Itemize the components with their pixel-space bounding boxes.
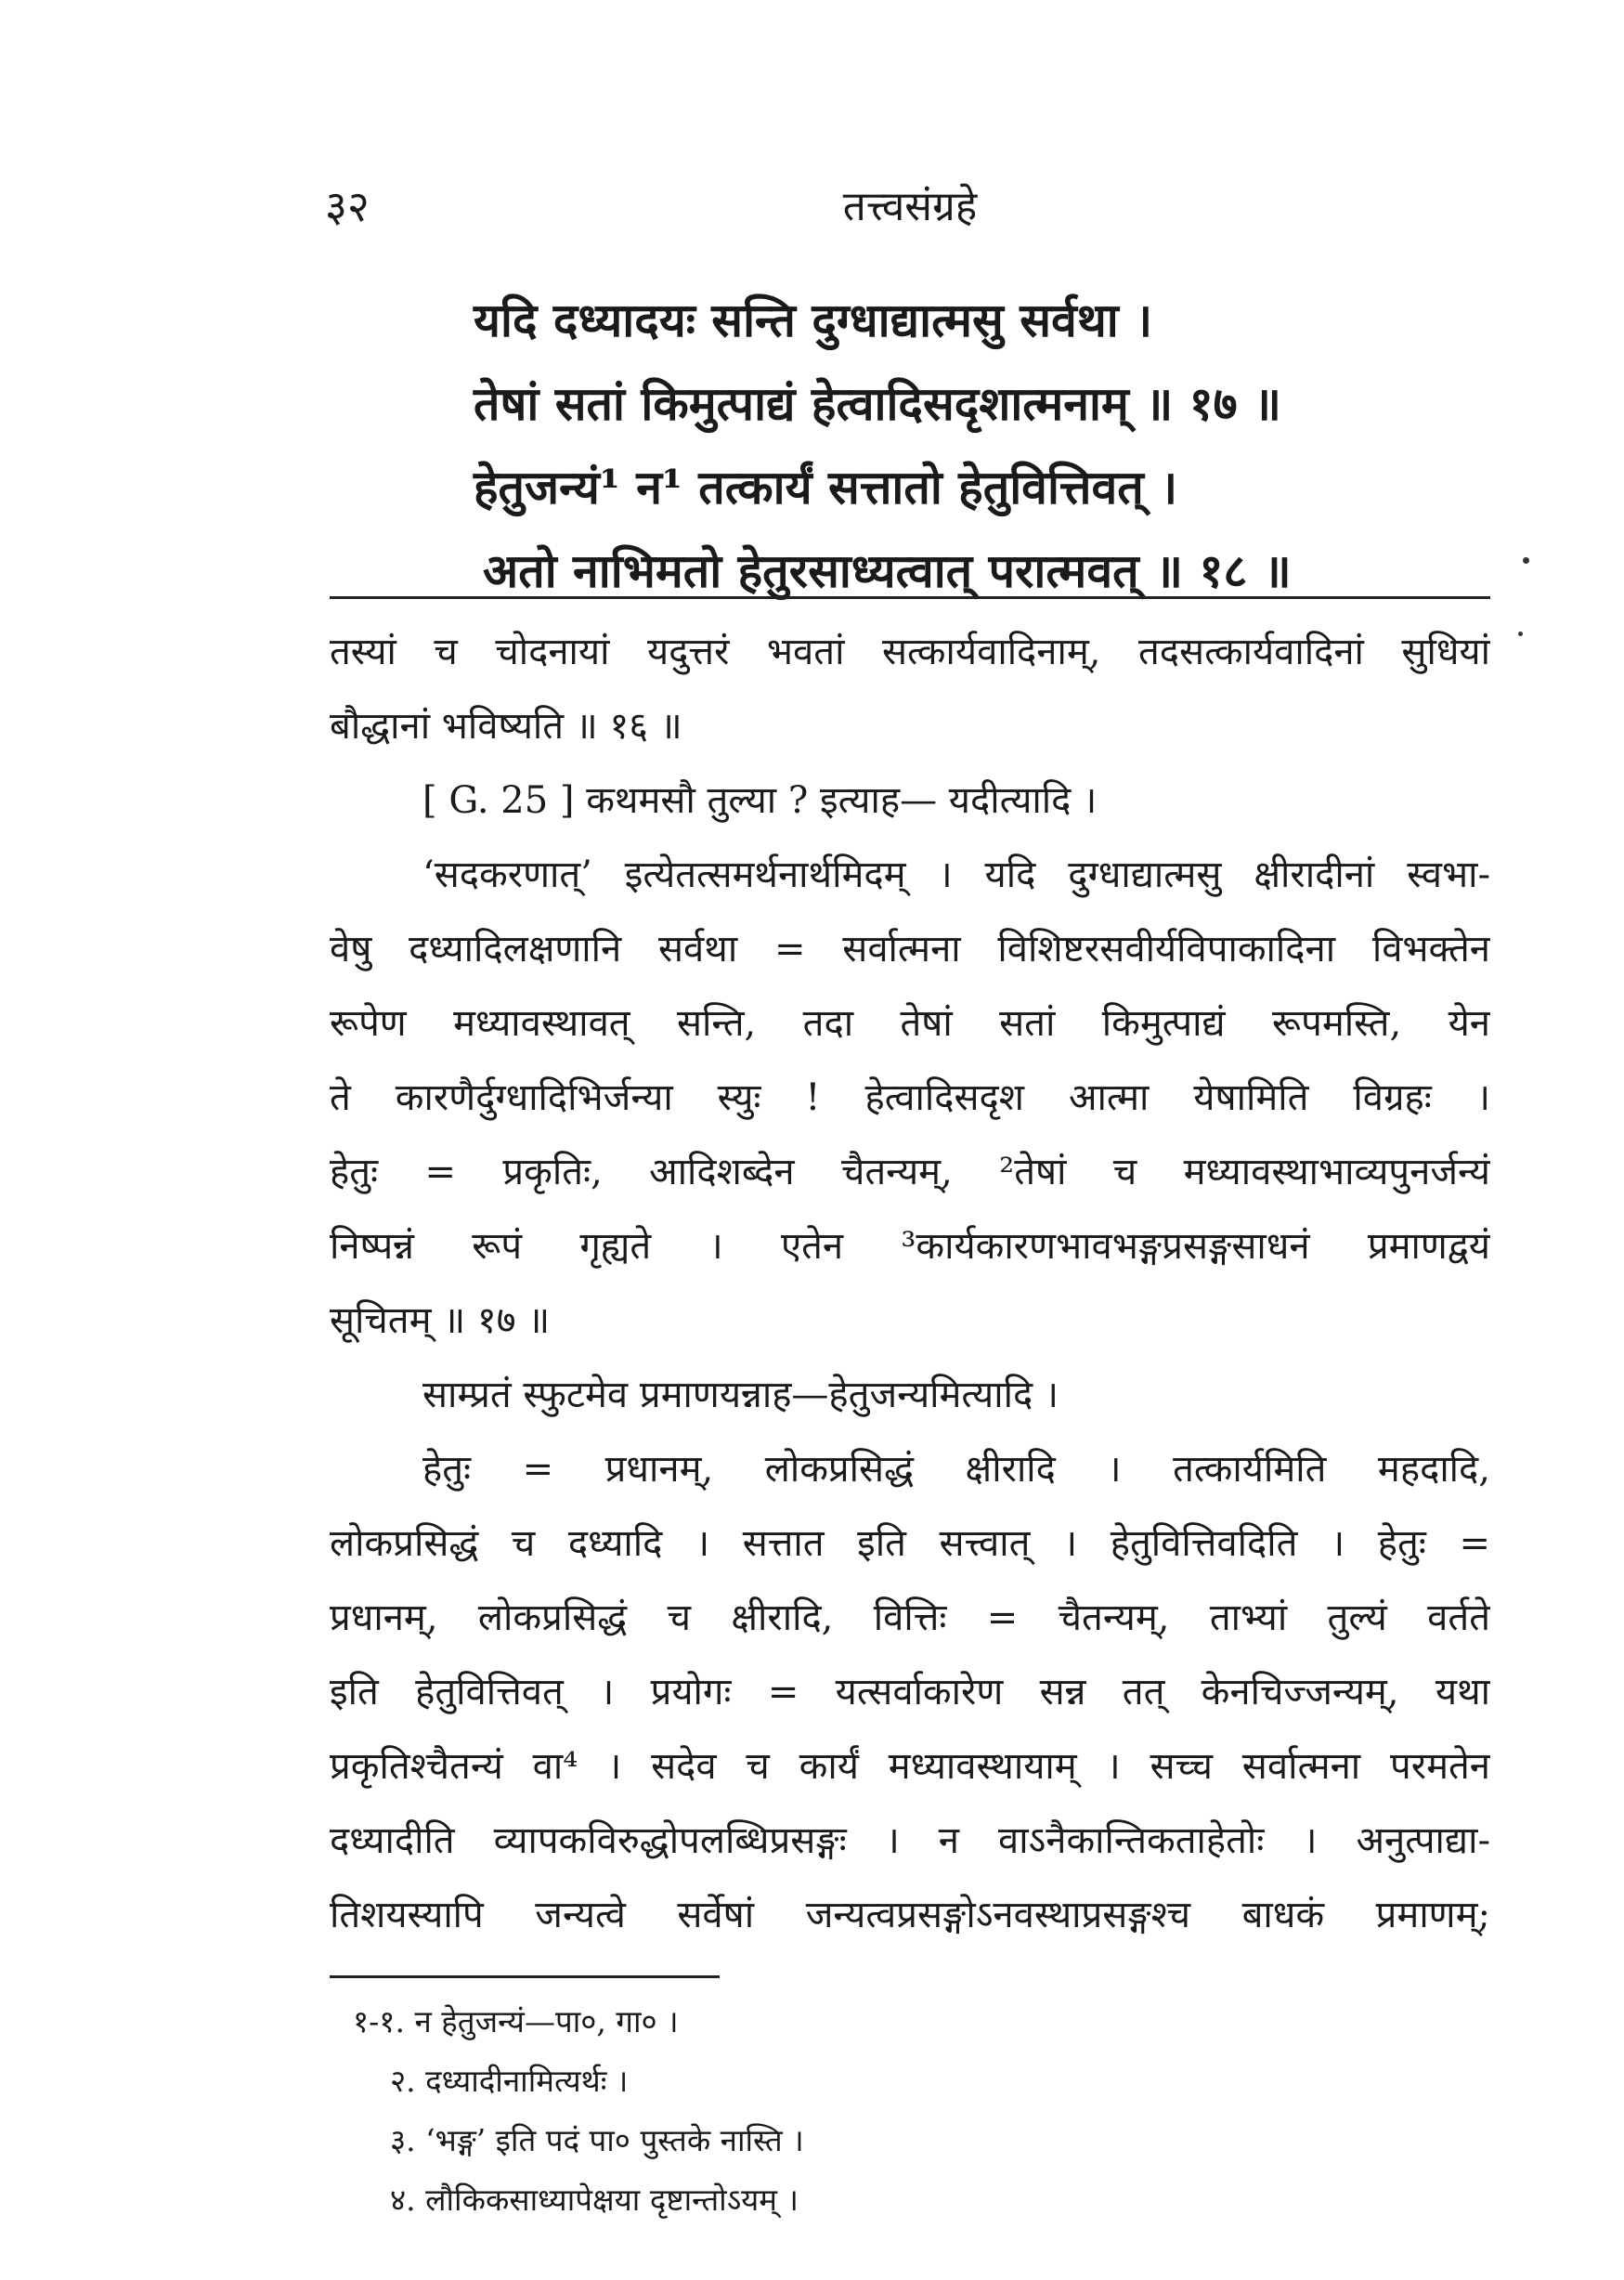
commentary-block bbox=[330, 615, 1490, 1952]
commentary-line: [ G. 25 ] कथमसौ तुल्या ? इत्याह— यदीत्यादि । bbox=[422, 779, 1098, 822]
running-head bbox=[325, 176, 1495, 241]
commentary-line: हेतुः = प्रकृतिः, आदिशब्देन चैतन्यम्, ²तेषां च मध्यावस्थाभाव्यपुनर्जन्यं bbox=[330, 1151, 1490, 1193]
commentary-line: हेतुः = प्रधानम्, लोकप्रसिद्धं क्षीरादि । तत्कार्यमिति महदादि, bbox=[422, 1448, 1490, 1491]
page-number: ३२ bbox=[325, 181, 370, 231]
commentary-line: ते कारणैर्दुग्धादिभिर्जन्या स्युः ! हेत्वादिसदृश आत्मा येषामिति विग्रहः । bbox=[330, 1076, 1490, 1119]
running-title: तत्त्वसंग्रहे bbox=[842, 183, 978, 230]
footnote: २. दध्यादीनामित्यर्थः । bbox=[390, 2063, 629, 2099]
print-speck bbox=[1518, 632, 1523, 636]
commentary-line: प्रकृतिश्चैतन्यं वा⁴ । सदेव च कार्यं मध्यावस्थायाम् । सच्च सर्वात्मना परमतेन bbox=[330, 1745, 1490, 1788]
footnote: १-१. न हेतुजन्यं—पा०, गा० । bbox=[353, 2003, 679, 2039]
commentary-line: सूचितम् ॥ १७ ॥ bbox=[330, 1299, 551, 1342]
footnote: ४. लौकिकसाध्यापेक्षया दृष्टान्तोऽयम् । bbox=[390, 2182, 799, 2218]
commentary-line: वेषु दध्यादिलक्षणानि सर्वथा = सर्वात्मना विशिष्टरसवीर्यविपाकादिना विभक्तेन bbox=[330, 928, 1490, 971]
verse-line: तेषां सतां किमुत्पाद्यं हेत्वादिसदृशात्मनाम् ॥ १७ ॥ bbox=[474, 376, 1281, 431]
footnote-divider bbox=[330, 1975, 720, 1978]
print-speck bbox=[1523, 557, 1529, 564]
commentary-line: इति हेतुवित्तिवत् । प्रयोगः = यत्सर्वाकारेण सन्न तत् केनचिज्जन्यम्, यथा bbox=[330, 1671, 1490, 1713]
verse-line: यदि दध्यादयः सन्ति दुग्धाद्यात्मसु सर्वथा । bbox=[474, 293, 1153, 347]
verse-line: हेतुजन्यं¹ न¹ तत्कार्यं सत्तातो हेतुवित्तिवत् । bbox=[474, 460, 1178, 515]
verse-block bbox=[474, 279, 1541, 613]
commentary-line: रूपेण मध्यावस्थावत् सन्ति, तदा तेषां सतां किमुत्पाद्यं रूपमस्ति, येन bbox=[330, 1002, 1490, 1045]
commentary-line: तस्यां च चोदनायां यदुत्तरं भवतां सत्कार्यवादिनाम्, तदसत्कार्यवादिनां सुधियां bbox=[330, 631, 1490, 673]
verse-line: अतो नाभिमतो हेतुरसाध्यत्वात् परात्मवत् ॥ १८ ॥ bbox=[483, 543, 1292, 598]
footnotes-block bbox=[353, 1992, 1189, 2230]
commentary-line: लोकप्रसिद्धं च दध्यादि । सत्तात इति सत्त्वात् । हेतुवित्तिवदिति । हेतुः = bbox=[330, 1522, 1490, 1565]
section-divider bbox=[330, 596, 1490, 599]
commentary-line: दध्यादीति व्यापकविरुद्धोपलब्धिप्रसङ्गः । न वाऽनैकान्तिकताहेतोः । अनुत्पाद्या- bbox=[330, 1819, 1490, 1862]
commentary-line: साम्प्रतं स्फुटमेव प्रमाणयन्नाह—हेतुजन्यमित्यादि । bbox=[422, 1374, 1059, 1416]
footnote: ३. ‘भङ्ग’ इति पदं पा० पुस्तके नास्ति । bbox=[390, 2122, 804, 2158]
commentary-line: बौद्धानां भविष्यति ॥ १६ ॥ bbox=[330, 705, 682, 748]
commentary-line: ‘सदकरणात्’ इत्येतत्समर्थनार्थमिदम् । यदि दुग्धाद्यात्मसु क्षीरादीनां स्वभा- bbox=[422, 853, 1490, 896]
commentary-line: प्रधानम्, लोकप्रसिद्धं च क्षीरादि, वित्तिः = चैतन्यम्, ताभ्यां तुल्यं वर्तते bbox=[330, 1596, 1490, 1639]
commentary-line: तिशयस्यापि जन्यत्वे सर्वेषां जन्यत्वप्रसङ्गोऽनवस्थाप्रसङ्गश्च बाधकं प्रमाणम्; bbox=[330, 1894, 1490, 1936]
commentary-line: निष्पन्नं रूपं गृह्यते । एतेन ³कार्यकारणभावभङ्गप्रसङ्गसाधनं प्रमाणद्वयं bbox=[330, 1225, 1490, 1268]
